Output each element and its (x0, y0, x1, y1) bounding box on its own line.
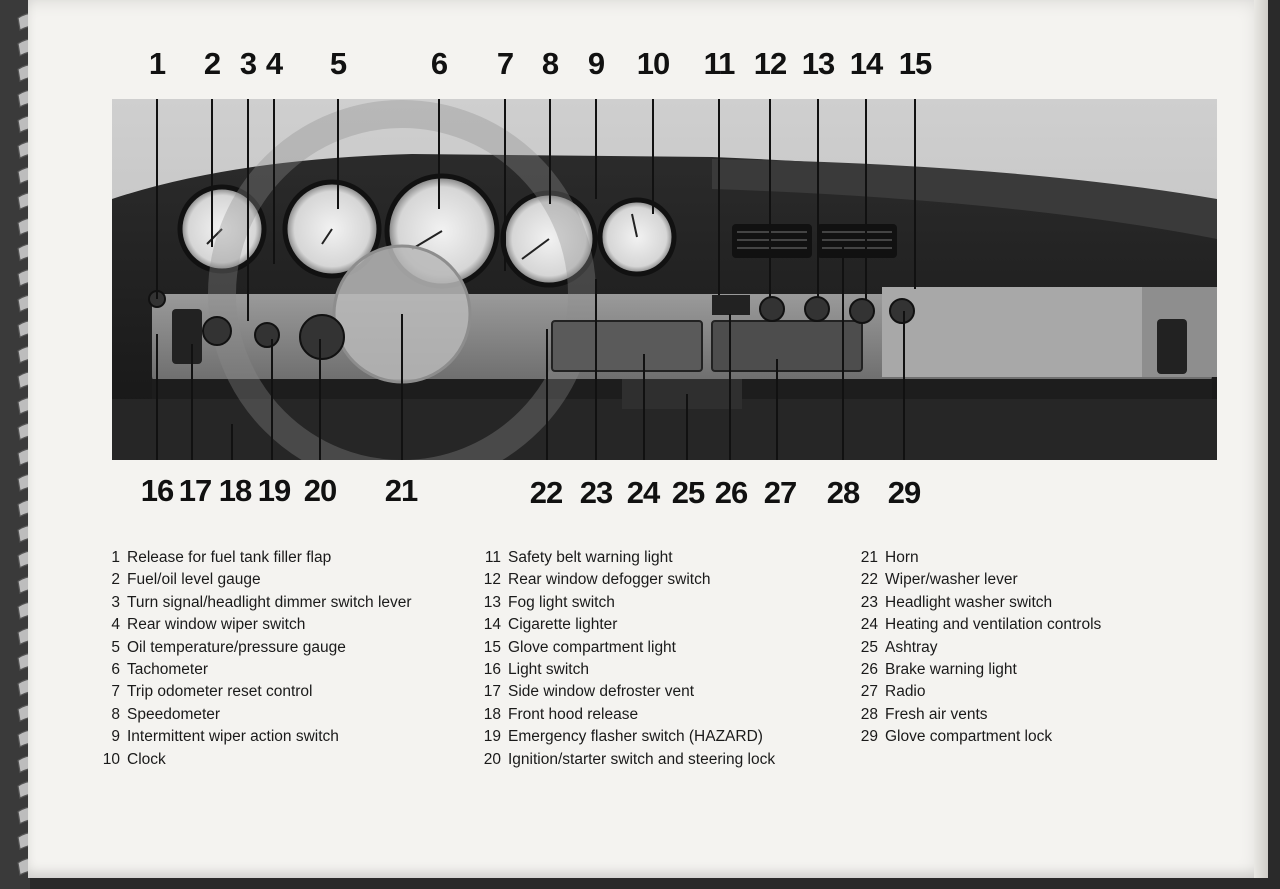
legend-number: 5 (111, 638, 120, 656)
legend-text: Glove compartment light (508, 638, 676, 656)
legend-text: Fog light switch (508, 593, 615, 611)
legend-number: 12 (483, 571, 501, 589)
legend-number: 14 (483, 616, 501, 634)
legend-item (481, 569, 775, 591)
legend-item (858, 704, 1101, 726)
legend-number: 21 (860, 549, 878, 566)
legend-column-3 (858, 547, 1101, 749)
callout-9: 9 (587, 46, 605, 81)
legend-number: 1 (111, 549, 120, 566)
legend-text: Ashtray (885, 638, 938, 656)
legend-text: Speedometer (127, 705, 221, 723)
legend-text: Horn (885, 549, 919, 566)
callout-18: 18 (218, 473, 252, 508)
callout-26: 26 (714, 475, 748, 510)
legend-text: Glove compartment lock (885, 728, 1053, 746)
legend-number: 22 (860, 571, 878, 589)
callout-11: 11 (703, 46, 735, 81)
legend-text: Headlight washer switch (885, 593, 1053, 611)
legend-number: 16 (483, 660, 501, 678)
legend-item (96, 569, 412, 591)
callout-29: 29 (887, 475, 921, 510)
legend-text: Oil temperature/pressure gauge (127, 638, 346, 656)
legend-text: Wiper/washer lever (885, 571, 1018, 589)
callout-5: 5 (329, 46, 347, 81)
page-edge (1254, 0, 1268, 878)
legend-number: 28 (860, 705, 878, 723)
callout-7: 7 (496, 46, 514, 81)
callout-12: 12 (753, 46, 787, 81)
legend-number: 13 (483, 593, 501, 611)
legend-item (481, 681, 775, 703)
legend-item (481, 547, 775, 569)
legend-number: 7 (111, 683, 120, 701)
legend-text: Front hood release (508, 705, 639, 723)
legend-number: 8 (111, 705, 120, 723)
legend-text: Rear window wiper switch (127, 616, 306, 634)
callout-8: 8 (541, 46, 559, 81)
callout-23: 23 (579, 475, 613, 510)
legend-number: 17 (483, 683, 501, 701)
legend-text: Side window defroster vent (508, 683, 695, 701)
callout-15: 15 (898, 46, 932, 81)
legend-number: 25 (860, 638, 878, 656)
legend-text: Release for fuel tank filler flap (127, 549, 332, 566)
callout-4: 4 (265, 46, 283, 81)
callout-2: 2 (203, 46, 221, 81)
legend-item (858, 637, 1101, 659)
legend-number: 19 (483, 728, 501, 746)
legend-item (858, 614, 1101, 636)
callout-22: 22 (529, 475, 563, 510)
legend-number: 23 (860, 593, 878, 611)
callout-21: 21 (384, 473, 418, 508)
legend-item (481, 749, 775, 771)
legend-item (858, 726, 1101, 748)
legend-item (858, 569, 1101, 591)
legend-item (96, 749, 412, 771)
legend-item (481, 592, 775, 614)
legend-text: Cigarette lighter (508, 616, 618, 634)
legend-text: Ignition/starter switch and steering lock (508, 750, 776, 768)
legend-text: Turn signal/headlight dimmer switch lever (127, 593, 412, 611)
legend-item (481, 704, 775, 726)
callout-24: 24 (626, 475, 660, 510)
legend-item (858, 547, 1101, 569)
legend-text: Safety belt warning light (508, 549, 673, 566)
legend-text: Tachometer (127, 660, 208, 678)
legend-text: Trip odometer reset control (127, 683, 313, 701)
callout-3: 3 (239, 46, 257, 81)
legend-item (96, 659, 412, 681)
legend-text: Clock (127, 750, 166, 768)
legend-number: 6 (111, 660, 120, 678)
callout-1: 1 (148, 46, 166, 81)
legend-number: 3 (111, 593, 120, 611)
legend-number: 24 (860, 616, 878, 634)
legend-number: 11 (484, 549, 501, 566)
legend-item (481, 637, 775, 659)
callout-16: 16 (140, 473, 174, 508)
legend-item (96, 637, 412, 659)
legend-number: 10 (102, 750, 120, 768)
legend-text: Emergency flasher switch (HAZARD) (508, 728, 763, 746)
legend-number: 4 (111, 616, 120, 634)
legend-number: 18 (483, 705, 501, 723)
legend-text: Brake warning light (885, 660, 1017, 678)
legend-item (858, 659, 1101, 681)
legend-item (96, 592, 412, 614)
legend-text: Light switch (508, 660, 589, 678)
callout-13: 13 (801, 46, 835, 81)
legend-text: Radio (885, 683, 926, 701)
legend-number: 15 (483, 638, 501, 656)
callout-6: 6 (430, 46, 448, 81)
callout-10: 10 (636, 46, 670, 81)
legend-column-1 (96, 547, 412, 771)
callout-14: 14 (849, 46, 883, 81)
callout-25: 25 (671, 475, 705, 510)
legend-number: 2 (111, 571, 120, 589)
legend-text: Fuel/oil level gauge (127, 571, 261, 589)
legend-item (96, 726, 412, 748)
legend-item (858, 681, 1101, 703)
legend-number: 27 (860, 683, 878, 701)
callout-17: 17 (178, 473, 212, 508)
legend-text: Heating and ventilation controls (885, 616, 1102, 634)
callout-20: 20 (303, 473, 337, 508)
dashboard-photo (112, 99, 1217, 460)
legend-text: Fresh air vents (885, 705, 988, 723)
legend-number: 29 (860, 728, 878, 746)
legend-item (858, 592, 1101, 614)
legend-column-2 (481, 547, 775, 771)
legend-number: 26 (860, 660, 878, 678)
legend-text: Intermittent wiper action switch (127, 728, 339, 746)
legend-item (96, 614, 412, 636)
legend-text: Rear window defogger switch (508, 571, 711, 589)
legend-number: 9 (111, 728, 120, 746)
legend-number: 20 (483, 750, 501, 768)
legend-item (481, 614, 775, 636)
callout-28: 28 (826, 475, 860, 510)
callout-19: 19 (257, 473, 291, 508)
callout-27: 27 (763, 475, 797, 510)
legend-item (96, 547, 412, 569)
legend-item (481, 726, 775, 748)
legend-item (481, 659, 775, 681)
legend-item (96, 704, 412, 726)
legend-item (96, 681, 412, 703)
